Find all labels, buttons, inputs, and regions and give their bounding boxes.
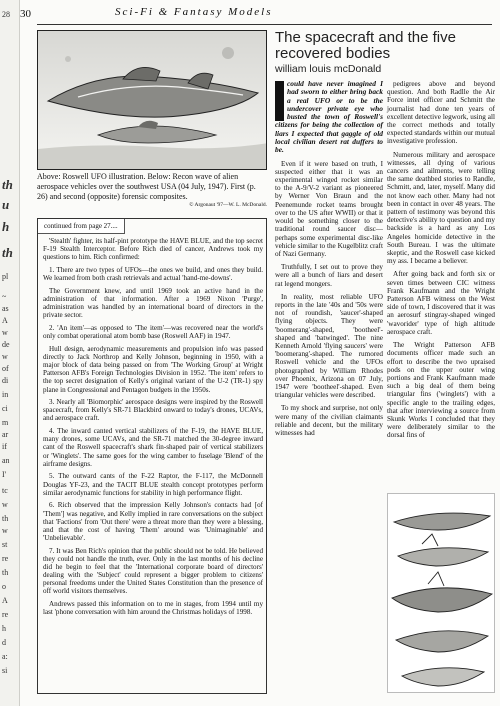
sliver-fragment: an <box>2 456 10 465</box>
sliver-fragment: ar <box>2 430 9 439</box>
page-number: 30 <box>20 8 31 20</box>
article-column-2 <box>387 80 495 445</box>
sidebar-paragraph: 1. There are two types of UFOs—the ones we build, and ones they build. We learned from both crash retrievals and actual 'hand-me-downs'. <box>43 265 263 283</box>
sliver-fragment: 28 <box>2 10 10 19</box>
continued-label: continued from page 27.... <box>38 219 125 234</box>
craft-sketch-drawing <box>388 494 495 693</box>
sidebar-paragraph: 7. It was Ben Rich's opinion that the public should not be told. He believed they could not handle the truth, ever. Only in the last months of his decline did he begin to feel that the 'International corporate board of directors' dealing with the 'Subject' could represent a bigger problem to citizens' personal freedoms under the United States Constitution than the presence of off world visitors themselves. <box>43 546 263 596</box>
article-intro <box>275 80 383 155</box>
sliver-fragment: w <box>2 352 8 361</box>
sliver-fragment: st <box>2 540 8 549</box>
article-paragraph: To my shock and surprise, not only were many of the civilian claimants reliable and decent, but the military witnesses had <box>275 404 383 437</box>
sliver-fragment: th <box>2 514 9 523</box>
sliver-fragment: w <box>2 500 8 509</box>
illustration-caption <box>37 172 267 209</box>
sliver-fragment: di <box>2 376 9 385</box>
sliver-fragment: as <box>2 304 9 313</box>
sliver-fragment: of <box>2 364 9 373</box>
sliver-fragment: o <box>2 582 6 591</box>
sliver-fragment: h <box>2 219 10 234</box>
article-paragraph: Numerous military and aerospace witnesses, all dying of various cancers and ailments, were telling the same deathbed stories to Randle, Schmitt, and, later, myself. Many did not know each other. Many had not been in contact in over 48 years. The pattern of testimony was beyond this detective's ability to question and my backside is a hard as any Los Angeles homicide detective in the South Bureau. I was the ultimate skeptic, and the Roswell case kicked my ass. I became a believer. <box>387 150 495 266</box>
header-rule <box>37 24 492 25</box>
sliver-fragment: w <box>2 526 8 535</box>
sliver-fragment: re <box>2 610 9 619</box>
caption-credit: © Argonaut '97—W. L. McDonald. <box>189 202 267 208</box>
sliver-fragment: d <box>2 638 6 647</box>
sliver-fragment: ~ <box>2 292 7 301</box>
sidebar-text <box>43 237 263 621</box>
sidebar-box <box>37 218 267 694</box>
sliver-fragment: h <box>2 624 6 633</box>
sliver-fragment: th <box>2 568 9 577</box>
sidebar-paragraph: 6. Rich observed that the impression Kelly Johnson's contacts had [of 'Them'] was negative, and Kelly implied in rare conversations on the subject that 'Factions' from 'Out there' were a threat more than they were a blessing, and that the cost of having 'Them' around was 'Unimaginable' and 'Unbelievable'. <box>43 501 263 542</box>
sliver-fragment: u <box>2 197 10 212</box>
article-column-1 <box>275 80 383 442</box>
sidebar-paragraph: 5. The outward cants of the F-22 Raptor, the F-117, the McDonnell Douglas YF-23, and the TACIT BLUE stealth concept prototypes perform similar aerodynamic functions for stability in high performance flight. <box>43 472 263 497</box>
article-byline: william louis mcDonald <box>275 63 382 75</box>
sliver-fragment: A <box>2 596 8 605</box>
article-paragraph: pedigrees above and beyond question. And both Radlle the Air Force intel officer and Schmitt the journalist had done ten years of excellent detective legwork, using all the correct methods and totally expected standards within our mutual investigative profession. <box>387 80 495 146</box>
sliver-fragment: m <box>2 418 9 427</box>
ufo-drawing <box>38 31 267 170</box>
caption-text: Above: Roswell UFO illustration. Below: Recon wave of alien aerospace vehicles over the southwest USA (04 July, 1947). First (p. 26) and second (opposite) forensic composites. <box>37 172 256 201</box>
sliver-fragment: th <box>2 177 13 192</box>
article-paragraph: After going back and forth six or seven times between CIC witness Frank Kaufmann and the Wright Patterson AFB witness on the West side of town, I discovered that it was an aerosurf stingray-shaped winged 'wavorider' type of high altitude aerospace craft. <box>387 270 495 336</box>
sidebar-paragraph: 2. 'An item'—as opposed to 'The item'—was recovered near the world's only combat operational atom bomb base (Roswell AAF) in 1947. <box>43 323 263 341</box>
sliver-fragment: if <box>2 442 7 451</box>
sliver-fragment: si <box>2 666 8 675</box>
sliver-fragment: th <box>2 245 13 260</box>
sidebar-paragraph: 3. Nearly all 'Biomorphic' aerospace designs were inspired by the Roswell spacecraft, from Kelly's SR-71 Blackbird onward to today's drones, UCAVs, and aerospace craft. <box>43 398 263 423</box>
sliver-fragment: pl <box>2 272 9 281</box>
sidebar-paragraph: 4. The inward canted vertical stabilizers of the F-19, the HAVE BLUE, many drones, some UCAVs, and the SR-71 matched the 30-degree inward cant of the Roswell spacecraft's shark fin-shaped pair of vertical stabilizers or 'Winglets'. The same goes for the wing camber to fuselage 'Blend' of the airframe designs. <box>43 427 263 468</box>
previous-page-edge <box>0 0 20 706</box>
sliver-fragment: I' <box>2 470 7 479</box>
sidebar-paragraph: 'Stealth' fighter, its half-pint prototype the HAVE BLUE, and the top secret F-19 Stealth Interceptor. Before Rich died of cancer, Andrews took my questions to him. Rich confirmed: <box>43 237 263 262</box>
sliver-fragment: tc <box>2 486 8 495</box>
sidebar-paragraph: Hull design, aerodynamic measurements and propulsion info was passed directly to Jack Northrop and Kelly Johnson, beginning in 1950, with a major block of data being passed on from 'The Working Group' at Wright Patterson AFB's Foreign Technologies Division in 1952. 'The item' refers to the top secret designation of Kelly's original variant of the U-2 (TR-1) spy plane in Congressional and Pentagon budgets in the 1950s. <box>43 344 263 394</box>
article-paragraph: Truthfully, I set out to prove they were all a bunch of liars and desert rat legend mongers. <box>275 263 383 288</box>
sliver-fragment: in <box>2 390 9 399</box>
article-paragraph: Even if it were based on truth, I suspected either that it was an experimental winged rocket similar to the A-9/V-2 variant as pioneered by Werner Von Braun and the Peenemunde rocket teams brought over to the US after WWII) or that it would be something closer to the traditional round saucer disc—perhaps some experimental disc-like vehicle similar to the Kugelblitz craft of Nazi Germany. <box>275 159 383 258</box>
sidebar-paragraph: Andrews passed this information on to me in stages, from 1994 until my last 'phone conversation with him around the Christmas holidays of 1998. <box>43 600 263 617</box>
ufo-illustration <box>37 30 267 170</box>
craft-sketch <box>387 493 495 693</box>
sliver-fragment: re <box>2 554 9 563</box>
sliver-fragment: A <box>2 316 8 325</box>
drop-cap-bar <box>275 81 284 121</box>
article-paragraph: In reality, most reliable UFO reports in the late '40s and '50s were not of roundish, 'saucer'-shaped flying objects. They were 'boomerang'-shaped, 'bootheel'-shaped and 'batwinged'. The nine Kenneth Arnold 'flying saucers' were 'boomerang'-shaped. The rumored Roswell vehicle and the UFOs photographed by William Rhodes over Phoenix, Arizona on 07 July, 1947 were 'bootheel'-shaped. Even triangular vehicles were described. <box>275 292 383 400</box>
sliver-fragment: ci <box>2 404 8 413</box>
article-paragraph: The Wright Patterson AFB documents officer made such an effort to describe the two upraised pods on the upper outer wing portions and Frank Kaufmann made such a big deal of them being triangular fins ('winglets') with a specific angle to the trailing edges, that after interviewing a source from Skunk Works I concluded that they were deliberately similar to the dorsal fins of <box>387 341 495 440</box>
sidebar-paragraph: The Government knew, and until 1969 took an active hand in the administration of that information. After a 1969 Nixon 'Purge', administration was handled by an international board of directors in the private sector. <box>43 286 263 320</box>
running-title: Sci-Fi & Fantasy Models <box>115 6 273 18</box>
sliver-fragment: de <box>2 340 10 349</box>
sliver-fragment: w <box>2 328 8 337</box>
intro-text: could have never imagined I had sworn to either bring back a real UFO or to be the undercover private eye who busted the town of Roswell's citizens for being the collection of liars I expected that gaggle of old local civilian desert rat duffers to be. <box>275 79 383 155</box>
sliver-fragment: a: <box>2 652 8 661</box>
article-headline: The spacecraft and the five recovered bodies <box>275 29 456 62</box>
